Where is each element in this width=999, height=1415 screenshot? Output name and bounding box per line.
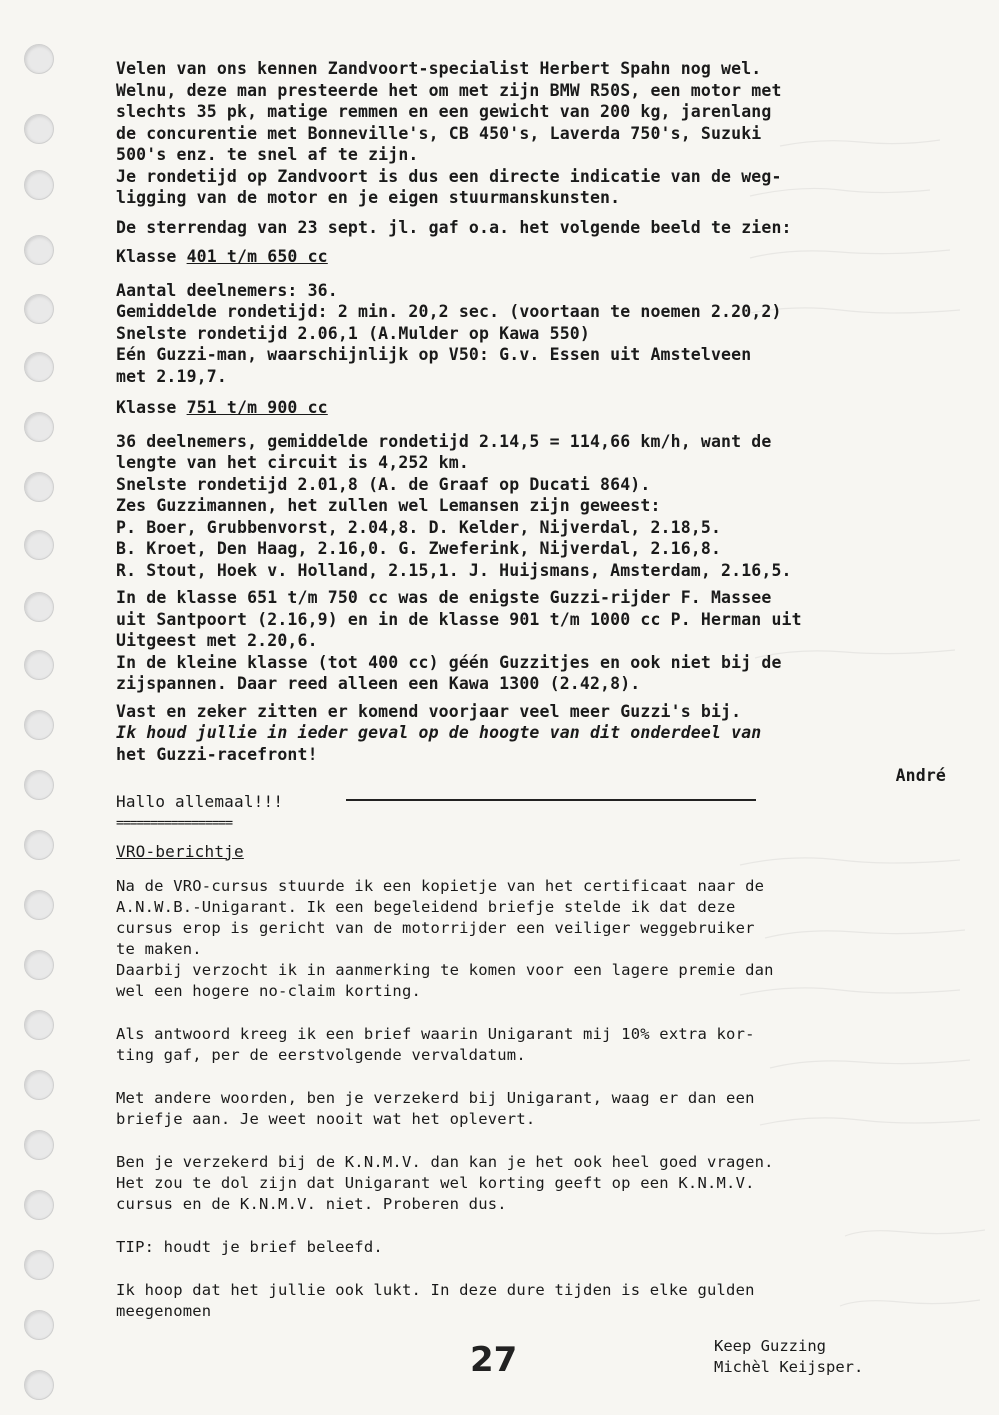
binder-hole <box>24 114 54 144</box>
text-line: wel een hogere no-claim korting. <box>116 981 422 1000</box>
text-line: Velen van ons kennen Zandvoort-specialist Herbert Spahn nog wel. <box>116 59 762 78</box>
separator-line <box>346 799 756 801</box>
text-line: Ben je verzekerd bij de K.N.M.V. dan kan je het ook heel goed vragen. <box>116 1152 774 1171</box>
text-line: Welnu, deze man presteerde het om met zijn BMW R50S, een motor met <box>116 80 782 100</box>
binder-hole <box>24 412 54 442</box>
binder-hole <box>24 1070 54 1100</box>
text-line: Het zou te dol zijn dat Unigarant wel korting geeft op een K.N.M.V. <box>116 1173 755 1192</box>
text-line: zijspannen. Daar reed alleen een Kawa 1300 (2.42,8). <box>116 674 641 693</box>
binder-hole <box>24 1370 54 1400</box>
sterrendag-line: De sterrendag van 23 sept. jl. gaf o.a. het volgende beeld te zien: <box>116 217 792 237</box>
klasse-2-results <box>116 431 966 582</box>
text-line: Daarbij verzocht ik in aanmerking te komen voor een lagere premie dan <box>116 960 774 979</box>
klasse-heading-2 <box>116 397 966 419</box>
binder-hole <box>24 1190 54 1220</box>
intro-paragraph <box>116 58 966 209</box>
binder-hole <box>24 1310 54 1340</box>
text-line: meegenomen <box>116 1301 212 1320</box>
closing-paragraph <box>116 701 966 766</box>
text-line: uit Santpoort (2.16,9) en in de klasse 901 t/m 1000 cc P. Herman uit <box>116 609 802 629</box>
text-line: In de kleine klasse (tot 400 cc) géén Guzzitjes en ook niet bij de <box>116 652 782 672</box>
other-classes-paragraph <box>116 587 966 695</box>
klasse-prefix: Klasse <box>116 398 187 417</box>
klasse-prefix: Klasse <box>116 247 187 266</box>
greeting: Hallo allemaal!!! <box>116 791 284 811</box>
paragraph <box>116 1280 966 1322</box>
signoff-line: Keep Guzzing <box>714 1337 826 1355</box>
text-line: Aantal deelnemers: 36. <box>116 280 338 300</box>
text-line: In de klasse 651 t/m 750 cc was de enigste Guzzi-rijder F. Massee <box>116 588 772 607</box>
text-line: slechts 35 pk, matige remmen en een gewicht van 200 kg, jarenlang <box>116 102 772 121</box>
binder-hole <box>24 592 54 622</box>
text-line: Met andere woorden, ben je verzekerd bij Unigarant, waag er dan een <box>116 1088 755 1107</box>
binder-hole <box>24 650 54 680</box>
text-line: met 2.19,7. <box>116 366 227 386</box>
text-line: Als antwoord kreeg ik een brief waarin Unigarant mij 10% extra kor- <box>116 1024 755 1043</box>
text-line: 500's enz. te snel af te zijn. <box>116 145 419 164</box>
paragraph <box>116 1088 966 1130</box>
binder-holes <box>24 30 54 1410</box>
signoff-name: Michèl Keijsper. <box>714 1358 864 1376</box>
binder-hole <box>24 294 54 324</box>
text-line: te maken. <box>116 939 202 958</box>
text-line: Uitgeest met 2.20,6. <box>116 631 318 650</box>
klasse-range: 751 t/m 900 cc <box>186 398 328 417</box>
paragraph <box>116 1237 966 1258</box>
text-line: de concurentie met Bonneville's, CB 450's, Laverda 750's, Suzuki <box>116 123 762 143</box>
binder-hole <box>24 830 54 860</box>
binder-hole <box>24 710 54 740</box>
binder-hole <box>24 530 54 560</box>
greeting-underline: ================= <box>116 815 233 831</box>
binder-hole <box>24 950 54 980</box>
text-line: Snelste rondetijd 2.06,1 (A.Mulder op Kawa 550) <box>116 323 590 343</box>
text-line: TIP: houdt je brief beleefd. <box>116 1237 383 1256</box>
text-line: P. Boer, Grubbenvorst, 2.04,8. D. Kelder, Nijverdal, 2.18,5. <box>116 517 722 537</box>
article-vro <box>116 787 966 1322</box>
binder-hole <box>24 770 54 800</box>
binder-hole <box>24 472 54 502</box>
binder-hole <box>24 1130 54 1160</box>
author-signature: André <box>895 766 946 785</box>
paragraph <box>116 1024 966 1066</box>
klasse-1-results <box>116 280 966 388</box>
binder-hole <box>24 1010 54 1040</box>
text-line: Eén Guzzi-man, waarschijnlijk op V50: G.v. Essen uit Amstelveen <box>116 345 752 364</box>
binder-hole <box>24 352 54 382</box>
text-line: ting gaf, per de eerstvolgende vervaldatum. <box>116 1045 526 1064</box>
text-line: briefje aan. Je weet nooit wat het oplevert. <box>116 1109 536 1128</box>
text-line: cursus en de K.N.M.V. niet. Proberen dus. <box>116 1194 507 1213</box>
text-line: 36 deelnemers, gemiddelde rondetijd 2.14,5 = 114,66 km/h, want de <box>116 431 772 451</box>
text-line: B. Kroet, Den Haag, 2.16,0. G. Zweferink, Nijverdal, 2.16,8. <box>116 539 722 558</box>
text-line: Ik hoop dat het jullie ook lukt. In deze dure tijden is elke gulden <box>116 1280 755 1299</box>
signoff <box>714 1336 863 1378</box>
klasse-heading-1 <box>116 246 966 268</box>
text-line: Na de VRO-cursus stuurde ik een kopietje van het certificaat naar de <box>116 876 765 895</box>
text-line: Gemiddelde rondetijd: 2 min. 20,2 sec. (voortaan te noemen 2.20,2) <box>116 302 782 321</box>
text-line: Snelste rondetijd 2.01,8 (A. de Graaf op Ducati 864). <box>116 474 651 494</box>
text-line: het Guzzi-racefront! <box>116 744 318 764</box>
text-line: A.N.W.B.-Unigarant. Ik een begeleidend briefje stelde ik dat deze <box>116 897 736 916</box>
section-title: VRO-berichtje <box>116 841 244 861</box>
text-line: Zes Guzzimannen, het zullen wel Lemansen zijn geweest: <box>116 496 661 515</box>
text-line: lengte van het circuit is 4,252 km. <box>116 453 469 472</box>
text-line: Je rondetijd op Zandvoort is dus een directe indicatie van de weg- <box>116 166 782 186</box>
binder-hole <box>24 235 54 265</box>
binder-hole <box>24 170 54 200</box>
binder-hole <box>24 1250 54 1280</box>
binder-hole <box>24 890 54 920</box>
klasse-range: 401 t/m 650 cc <box>186 247 328 266</box>
article-zandvoort <box>116 58 966 787</box>
greeting-row <box>116 787 966 831</box>
text-line: R. Stout, Hoek v. Holland, 2.15,1. J. Huijsmans, Amsterdam, 2.16,5. <box>116 560 792 580</box>
text-line: cursus erop is gericht van de motorrijder een veiliger weggebruiker <box>116 918 755 937</box>
italic-line: Ik houd jullie in ieder geval op de hoogte van dit onderdeel van <box>116 723 762 742</box>
text-line: ligging van de motor en je eigen stuurmanskunsten. <box>116 188 621 207</box>
text-line: Vast en zeker zitten er komend voorjaar veel meer Guzzi's bij. <box>116 701 742 721</box>
binder-hole <box>24 44 54 74</box>
page-number: 27 <box>470 1340 518 1380</box>
paragraph <box>116 876 966 1002</box>
content-column <box>116 58 966 1322</box>
paragraph <box>116 1152 966 1215</box>
